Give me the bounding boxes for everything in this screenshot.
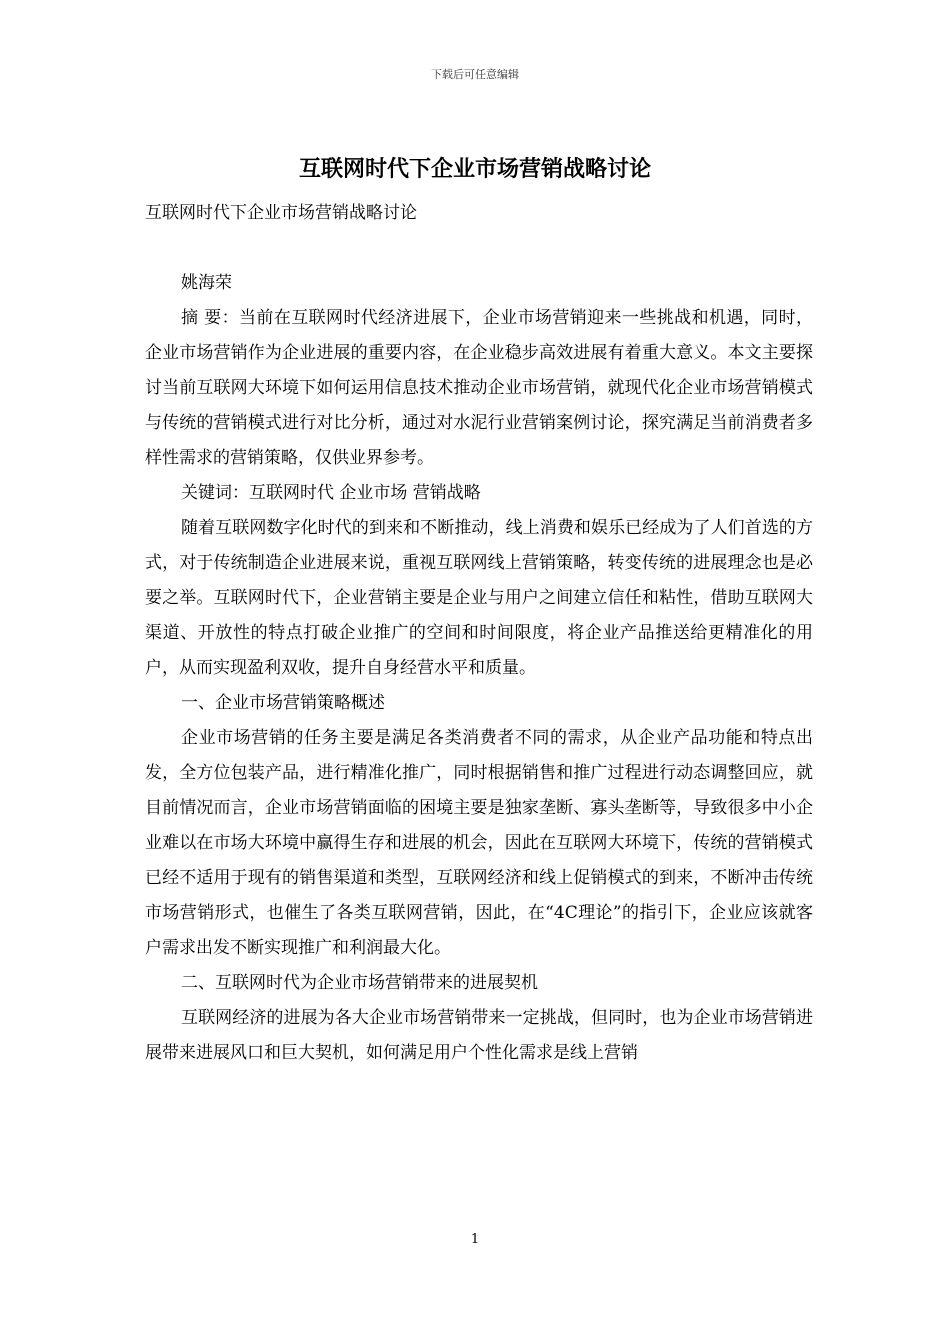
intro-paragraph: 随着互联网数字化时代的到来和不断推动，线上消费和娱乐已经成为了人们首选的方式，对于传统制造企业进展来说，重视互联网线上营销策略，转变传统的进展理念也是必要之举。互联网时代下，企业营销主要是企业与用户之间建立信任和粘性，借助互联网大渠道、开放性的特点打破企业推广的空间和时间限度，将企业产品推送给更精准化的用户，从而实现盈利双收，提升自身经营水平和质量。	[145, 518, 813, 678]
document-subtitle: 互联网时代下企业市场营销战略讨论	[145, 203, 417, 223]
header-note: 下载后可任意编辑	[431, 68, 519, 81]
abstract: 摘 要：当前在互联网时代经济进展下，企业市场营销迎来一些挑战和机遇，同时，企业市场营销作为企业进展的重要内容，在企业稳步高效进展有着重大意义。本文主要探讨当前互联网大环境下如何运用信息技术推动企业市场营销，就现代化企业市场营销模式与传统的营销模式进行对比分析，通过对水泥行业营销案例讨论，探究满足当前消费者多样性需求的营销策略，仅供业界参考。	[145, 308, 813, 468]
section2-paragraph: 互联网经济的进展为各大企业市场营销带来一定挑战，但同时，也为企业市场营销进展带来进展风口和巨大契机，如何满足用户个性化需求是线上营销	[145, 1008, 813, 1063]
keywords: 关键词：互联网时代 企业市场 营销战略	[181, 483, 481, 503]
page-number: 1	[470, 1232, 480, 1247]
section1-heading: 一、企业市场营销策略概述	[181, 693, 385, 713]
document-title: 互联网时代下企业市场营销战略讨论	[298, 156, 651, 182]
document-body	[145, 196, 813, 1071]
author: 姚海荣	[181, 273, 232, 293]
section2-heading: 二、互联网时代为企业市场营销带来的进展契机	[181, 973, 538, 993]
section1-paragraph: 企业市场营销的任务主要是满足各类消费者不同的需求，从企业产品功能和特点出发，全方位包装产品，进行精准化推广，同时根据销售和推广过程进行动态调整回应，就目前情况而言，企业市场营销面临的困境主要是独家垄断、寡头垄断等，导致很多中小企业难以在市场大环境中赢得生存和进展的机会，因此在互联网大环境下，传统的营销模式已经不适用于现有的销售渠道和类型，互联网经济和线上促销模式的到来，不断冲击传统市场营销形式，也催生了各类互联网营销，因此，在“4C理论”的指引下，企业应该就客户需求出发不断实现推广和利润最大化。	[145, 728, 813, 958]
